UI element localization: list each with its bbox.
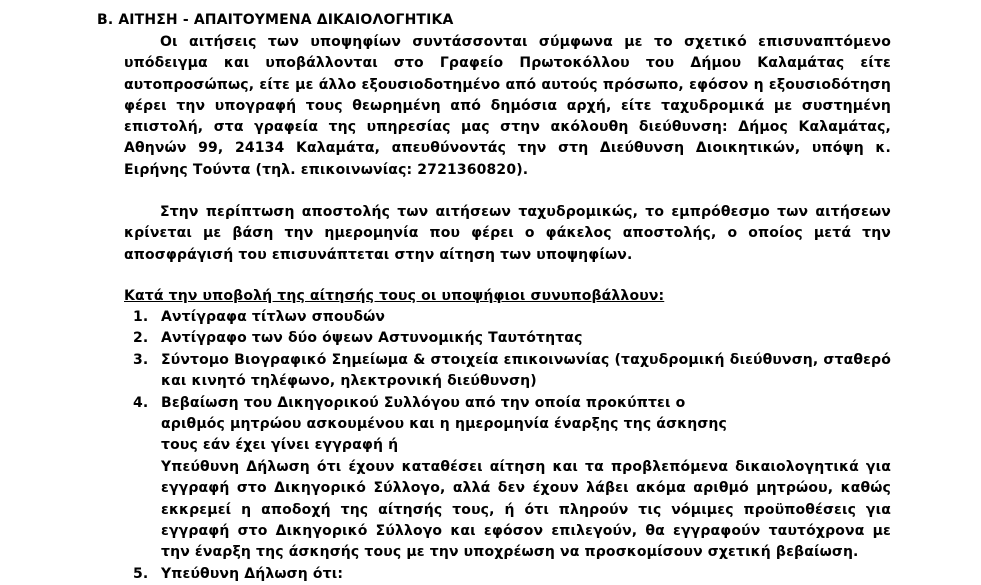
paragraph-postal-submission: Στην περίπτωση αποστολής των αιτήσεων ταχυδρομικώς, το εμπρόθεσμο των αιτήσεων κρίνεται με βάση την ημερομηνία που φέρει ο φάκελος αποστολής, ο οποίος μετά την αποσφράγισή του επισυνάπτεται στην αίτηση των υποψηφίων.	[124, 204, 891, 263]
list-item-text-declaration: Υπεύθυνη Δήλωση ότι έχουν καταθέσει αίτηση και τα προβλεπόμενα δικαιολογητικά για εγγραφή στο Δικηγορικό Σύλλογο, αλλά δεν έχουν λάβει ακόμα αριθμό μητρώου, καθώς εκκρεμεί η αποδοχή της αίτησής τους, ή ότι πληρούν τις νόμιμες προϋποθέσεις για εγγραφή στο Δικηγορικό Σύλλογο και εφόσον επιλεγούν, θα εγγραφούν ταυτόχρονα με την έναρξη της άσκησής τους με την υποχρέωση να προσκομίσουν σχετική βεβαίωση.	[161, 458, 891, 561]
list-item-text-certificate: Βεβαίωση του Δικηγορικού Συλλόγου από την οποία προκύπτει ο αριθμός μητρώου ασκουμένου και η ημερομηνία έναρξης της άσκησης τους εάν έχει γίνει εγγραφή ή	[161, 394, 727, 454]
list-item	[124, 350, 891, 393]
list-item-text: Αντίγραφο των δύο όψεων Αστυνομικής Ταυτότητας	[161, 330, 583, 347]
list-item	[124, 393, 891, 564]
list-item-text: Υπεύθυνη Δήλωση ότι:	[161, 565, 344, 582]
list-item	[124, 564, 891, 585]
list-item-number: 2.	[133, 330, 149, 347]
list-item	[124, 307, 891, 328]
required-documents-list	[124, 307, 891, 585]
paragraph-application-submission: Οι αιτήσεις των υποψηφίων συντάσσονται σύμφωνα με το σχετικό επισυναπτόμενο υπόδειγμα και υποβάλλονται στο Γραφείο Πρωτοκόλλου του Δήμου Καλαμάτας είτε αυτοπροσώπως, είτε με άλλο εξουσιοδοτημένο από αυτούς πρόσωπο, εφόσον η εξουσιοδότηση φέρει την υπογραφή τους θεωρημένη από δημόσια αρχή, είτε ταχυδρομικά με συστημένη επιστολή, στα γραφεία της υπηρεσίας μας στην ακόλουθη διεύθυνση: Δήμος Καλαμάτας, Αθηνών 99, 24134 Καλαμάτα, απευθύνοντάς την στη Διεύθυνση Διοικητικών, υπόψη κ. Ειρήνης Τούντα (τηλ. επικοινωνίας: 2721360820).	[124, 34, 891, 178]
list-item-number: 3.	[133, 351, 149, 368]
section-heading: Β. ΑΙΤΗΣΗ - ΑΠΑΙΤΟΥΜΕΝΑ ΔΙΚΑΙΟΛΟΓΗΤΙΚΑ	[97, 12, 454, 28]
list-item-text: Αντίγραφα τίτλων σπουδών	[161, 309, 386, 325]
list-item-text: Σύντομο Βιογραφικό Σημείωμα & στοιχεία επικοινωνίας (ταχυδρομική διεύθυνση, σταθερό και κινητό τηλέφωνο, ηλεκτρονική διεύθυνση)	[161, 351, 891, 390]
list-item-number: 4.	[133, 394, 149, 411]
list-item	[124, 328, 891, 349]
documents-list-title: Κατά την υποβολή της αίτησής τους οι υποψήφιοι συνυποβάλλουν:	[124, 288, 665, 304]
list-item-number: 1.	[133, 309, 149, 325]
list-item-number: 5.	[133, 565, 149, 582]
